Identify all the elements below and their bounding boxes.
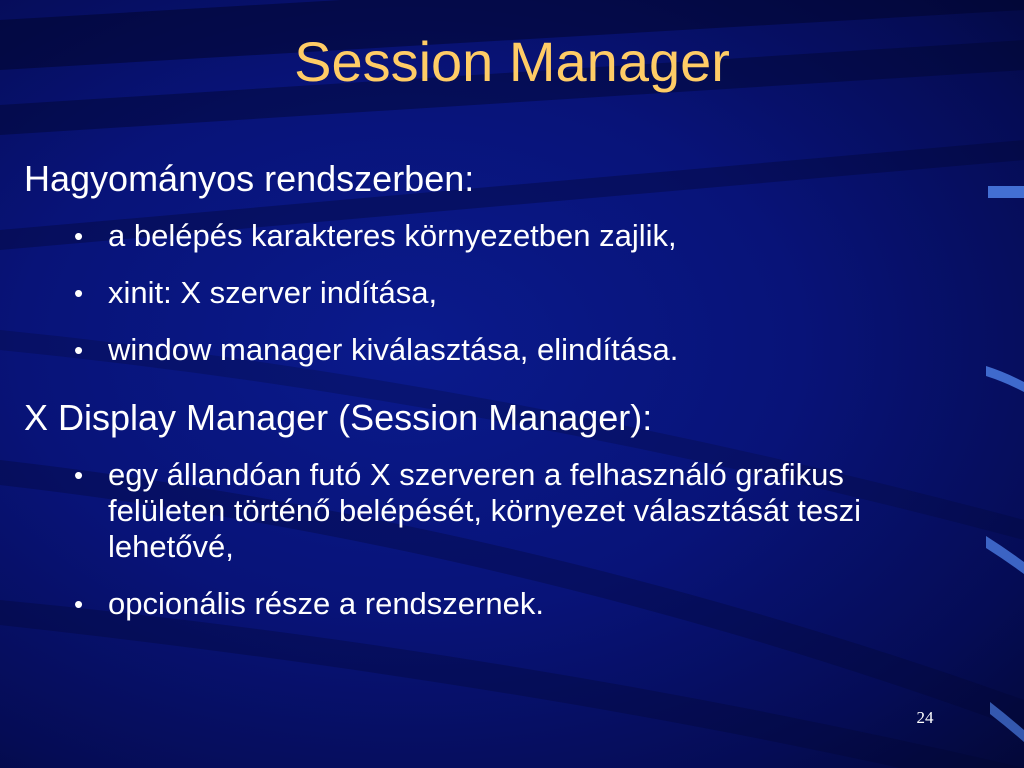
slide-title: Session Manager (294, 30, 730, 93)
section-heading-display-manager: X Display Manager (Session Manager): (24, 397, 653, 438)
bullet-icon: • (74, 278, 84, 308)
bullet-icon: • (74, 460, 84, 490)
list-item-text: xinit: X szerver indítása, (108, 275, 438, 310)
page-number: 24 (916, 708, 934, 727)
list-item (74, 457, 944, 565)
bullet-list-display-manager (24, 457, 984, 622)
bullet-list-traditional (24, 218, 984, 368)
list-item (74, 332, 984, 368)
bullet-icon: • (74, 221, 84, 251)
bullet-icon: • (74, 335, 84, 365)
list-item-text: egy állandóan futó X szerveren a felhasználó grafikus felületen történő belépését, környezet választását teszi lehetővé, (108, 457, 862, 564)
list-item-text: window manager kiválasztása, elindítása. (108, 332, 679, 367)
bullet-icon: • (74, 589, 84, 619)
slide-content (24, 150, 984, 643)
list-item (74, 218, 984, 254)
list-item (74, 586, 984, 622)
list-item-text: opcionális része a rendszernek. (108, 586, 544, 621)
list-item (74, 275, 984, 311)
section-heading-traditional: Hagyományos rendszerben: (24, 158, 475, 199)
list-item-text: a belépés karakteres környezetben zajlik, (108, 218, 677, 253)
